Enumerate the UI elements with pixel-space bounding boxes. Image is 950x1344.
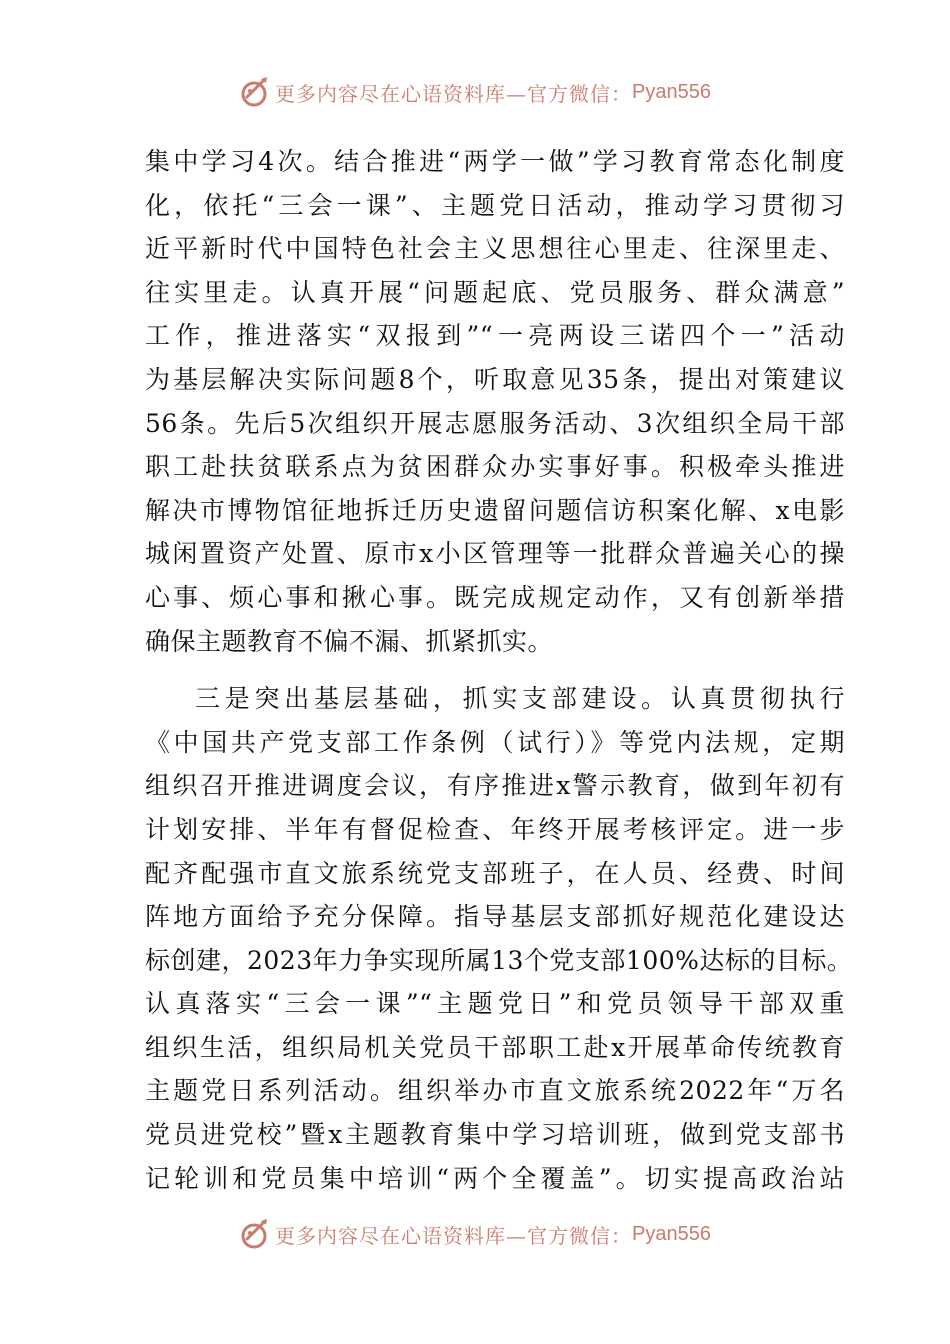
text-line: 工作，推进落实“双报到”“一亮两设三诺四个一”活动 xyxy=(145,321,845,351)
text-line: 56条。先后5次组织开展志愿服务活动、3次组织全局干部 xyxy=(145,408,845,438)
text-line: 主题党日系列活动。组织举办市直文旅系统2022年“万名 xyxy=(145,1076,845,1106)
brand-logo-icon xyxy=(239,75,273,109)
text-line: 三是突出基层基础，抓实支部建设。认真贯彻执行 xyxy=(195,684,845,714)
text-line: 配齐配强市直文旅系统党支部班子，在人员、经费、时间 xyxy=(145,858,845,888)
text-line: 化，依托“三会一课”、主题党日活动，推动学习贯彻习 xyxy=(145,190,845,220)
text-line: 集中学习4次。结合推进“两学一做”学习教育常态化制度 xyxy=(145,147,845,176)
brand-logo-icon xyxy=(239,1217,273,1251)
text-line: 职工赴扶贫联系点为贫困群众办实事好事。积极牵头推进 xyxy=(145,452,845,482)
header-watermark xyxy=(0,72,950,112)
watermark-text: 更多内容尽在心语资料库—官方微信： xyxy=(275,1223,633,1248)
document-body xyxy=(145,140,853,1200)
text-line: 为基层解决实际问题8个，听取意见35条，提出对策建议 xyxy=(145,364,845,394)
footer-watermark xyxy=(0,1214,950,1254)
text-line: 记轮训和党员集中培训“两个全覆盖”。切实提高政治站 xyxy=(145,1163,845,1193)
text-line: 计划安排、半年有督促检查、年终开展考核评定。进一步 xyxy=(145,814,845,844)
text-line: 确保主题教育不偏不漏、抓紧抓实。 xyxy=(145,626,554,656)
text-line: 往实里走。认真开展“问题起底、党员服务、群众满意” xyxy=(145,277,845,307)
text-line: 解决市博物馆征地拆迁历史遗留问题信访积案化解、x电影 xyxy=(145,495,845,525)
text-line: 组织生活，组织局机关党员干部职工赴x开展革命传统教育 xyxy=(145,1032,845,1062)
text-line: 阵地方面给予充分保障。指导基层支部抓好规范化建设达 xyxy=(145,902,845,932)
text-line: 组织召开推进调度会议，有序推进x警示教育，做到年初有 xyxy=(145,771,845,801)
text-line: 《中国共产党支部工作条例（试行）》等党内法规，定期 xyxy=(145,727,845,757)
paragraph-1 xyxy=(145,140,845,663)
paragraph-2 xyxy=(145,677,853,1200)
text-line: 心事、烦心事和揪心事。既完成规定动作，又有创新举措 xyxy=(145,582,845,612)
text-line: 标创建，2023年力争实现所属13个党支部100%达标的目标。 xyxy=(145,945,853,975)
text-line: 近平新时代中国特色社会主义思想往心里走、往深里走、 xyxy=(145,234,845,264)
watermark-wechat-id: Pyan556 xyxy=(632,80,711,103)
text-line: 认真落实“三会一课”“主题党日”和党员领导干部双重 xyxy=(145,989,845,1019)
text-line: 党员进党校”暨x主题教育集中学习培训班，做到党支部书 xyxy=(145,1120,845,1150)
watermark-wechat-id: Pyan556 xyxy=(632,1222,711,1245)
watermark-text: 更多内容尽在心语资料库—官方微信： xyxy=(275,81,633,106)
text-line: 城闲置资产处置、原市x小区管理等一批群众普遍关心的操 xyxy=(145,539,845,569)
